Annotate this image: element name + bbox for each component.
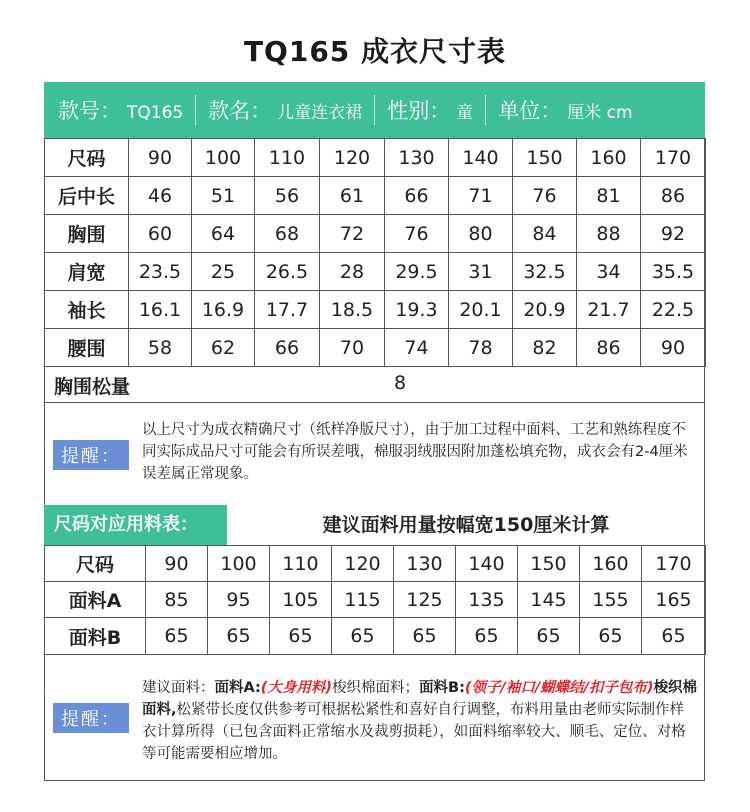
value-cell: 65 xyxy=(456,618,518,655)
value-cell: 60 xyxy=(129,215,192,253)
value-cell: 76 xyxy=(385,215,449,253)
size-header-cell: 150 xyxy=(513,139,577,177)
table-row xyxy=(45,215,706,253)
value-cell: 16.1 xyxy=(129,291,192,329)
row-label-cell: 面料B xyxy=(45,618,146,655)
value-cell: 86 xyxy=(577,329,641,367)
reminder-badge: 提醒： xyxy=(53,440,129,470)
suggest-label: 建议面料： xyxy=(142,680,215,696)
value-cell: 76 xyxy=(513,177,577,215)
table-row xyxy=(45,253,706,291)
size-header-cell: 170 xyxy=(641,139,706,177)
fabric-reminder-text xyxy=(142,677,698,765)
value-cell: 85 xyxy=(146,582,208,618)
value-cell: 65 xyxy=(208,618,270,655)
value-cell: 65 xyxy=(642,618,706,655)
info-divider xyxy=(485,95,486,125)
row-label-cell: 腰围 xyxy=(45,329,129,367)
value-cell: 71 xyxy=(449,177,513,215)
table-row xyxy=(45,582,706,618)
size-header-cell: 120 xyxy=(332,546,394,582)
value-cell: 80 xyxy=(449,215,513,253)
fabric-usage-header xyxy=(44,505,705,545)
chest-ease-value: 8 xyxy=(394,372,407,394)
style-no-key: 款号： xyxy=(58,99,121,123)
size-header-cell: 130 xyxy=(385,139,449,177)
value-cell: 86 xyxy=(641,177,706,215)
size-header-cell: 160 xyxy=(580,546,642,582)
value-cell: 125 xyxy=(394,582,456,618)
value-cell: 34 xyxy=(577,253,641,291)
unit xyxy=(498,95,632,125)
header-label-cell: 尺码 xyxy=(45,546,146,582)
value-cell: 72 xyxy=(320,215,385,253)
value-cell: 56 xyxy=(255,177,320,215)
fabric-b-label: 面料B: xyxy=(419,680,465,696)
value-cell: 62 xyxy=(192,329,255,367)
fabric-b-usage: (领子/袖口/蝴蝶结/扣子包布) xyxy=(464,680,654,696)
value-cell: 81 xyxy=(577,177,641,215)
value-cell: 68 xyxy=(255,215,320,253)
value-cell: 84 xyxy=(513,215,577,253)
fabric-usage-table xyxy=(44,545,706,655)
info-divider xyxy=(195,95,196,125)
value-cell: 65 xyxy=(580,618,642,655)
chest-ease-label: 胸围松量 xyxy=(54,376,131,398)
value-cell: 23.5 xyxy=(129,253,192,291)
fabric-reminder-badge: 提醒： xyxy=(53,703,129,733)
fabric-note-body: 松紧带长度仅供参考可根据松紧性和喜好自行调整，布料用量由老师实际制作样衣计算所得（已包含面料正常缩水及裁剪损耗），如面料缩率较大、顺毛、定位、对格等可能需要相应增加。 xyxy=(142,702,686,762)
info-divider xyxy=(374,95,375,125)
value-cell: 26.5 xyxy=(255,253,320,291)
value-cell: 66 xyxy=(255,329,320,367)
value-cell: 17.7 xyxy=(255,291,320,329)
size-header-cell: 160 xyxy=(577,139,641,177)
value-cell: 65 xyxy=(332,618,394,655)
value-cell: 21.7 xyxy=(577,291,641,329)
fabric-width-note: 建议面料用量按幅宽150厘米计算 xyxy=(322,514,610,536)
value-cell: 18.5 xyxy=(320,291,385,329)
size-header-cell: 150 xyxy=(518,546,580,582)
style-name-key: 款名： xyxy=(208,99,272,123)
fabric-usage-tag: 尺码对应用料表： xyxy=(44,505,227,545)
row-label-cell: 面料A xyxy=(45,582,146,618)
fabric-reminder-block xyxy=(44,655,705,781)
value-cell: 19.3 xyxy=(385,291,449,329)
value-cell: 145 xyxy=(518,582,580,618)
value-cell: 22.5 xyxy=(641,291,706,329)
value-cell: 70 xyxy=(320,329,385,367)
value-cell: 64 xyxy=(192,215,255,253)
table-row xyxy=(45,291,706,329)
value-cell: 61 xyxy=(320,177,385,215)
value-cell: 165 xyxy=(642,582,706,618)
gender-key: 性别： xyxy=(387,99,451,123)
size-header-cell: 100 xyxy=(192,139,255,177)
style-name-value: 儿童连衣裙 xyxy=(277,103,363,123)
value-cell: 16.9 xyxy=(192,291,255,329)
value-cell: 105 xyxy=(270,582,332,618)
value-cell: 20.9 xyxy=(513,291,577,329)
value-cell: 25 xyxy=(192,253,255,291)
size-header-cell: 110 xyxy=(255,139,320,177)
table-row xyxy=(45,618,706,655)
header-row xyxy=(45,139,706,177)
info-bar xyxy=(44,82,705,138)
value-cell: 135 xyxy=(456,582,518,618)
value-cell: 46 xyxy=(129,177,192,215)
size-header-cell: 90 xyxy=(129,139,192,177)
header-row xyxy=(45,546,706,582)
size-table xyxy=(44,138,706,367)
value-cell: 78 xyxy=(449,329,513,367)
value-cell: 29.5 xyxy=(385,253,449,291)
unit-value: 厘米 cm xyxy=(567,103,633,123)
value-cell: 32.5 xyxy=(513,253,577,291)
size-header-cell: 90 xyxy=(146,546,208,582)
fabric-a-usage: (大身用料) xyxy=(260,680,333,696)
header-label-cell: 尺码 xyxy=(45,139,129,177)
row-label-cell: 肩宽 xyxy=(45,253,129,291)
chest-ease-row xyxy=(44,365,705,403)
reminder-text: 以上尺寸为成衣精确尺寸（纸样净版尺寸），由于加工过程中面料、工艺和熟练程度不同实际成品尺寸可能会有所误差哦，棉服羽绒服因附加蓬松填充物，成衣会有2-4厘米误差属正常现象。 xyxy=(142,422,688,482)
size-header-cell: 100 xyxy=(208,546,270,582)
value-cell: 65 xyxy=(394,618,456,655)
value-cell: 20.1 xyxy=(449,291,513,329)
value-cell: 51 xyxy=(192,177,255,215)
value-cell: 65 xyxy=(518,618,580,655)
style-no-value: TQ165 xyxy=(127,103,184,123)
size-header-cell: 120 xyxy=(320,139,385,177)
size-header-cell: 130 xyxy=(394,546,456,582)
value-cell: 65 xyxy=(146,618,208,655)
gender-value: 童 xyxy=(456,103,474,123)
value-cell: 66 xyxy=(385,177,449,215)
page-title: TQ165 成衣尺寸表 xyxy=(243,35,507,68)
value-cell: 115 xyxy=(332,582,394,618)
value-cell: 155 xyxy=(580,582,642,618)
value-cell: 35.5 xyxy=(641,253,706,291)
table-row xyxy=(45,329,706,367)
table-row xyxy=(45,177,706,215)
value-cell: 74 xyxy=(385,329,449,367)
value-cell: 88 xyxy=(577,215,641,253)
row-label-cell: 胸围 xyxy=(45,215,129,253)
reminder-block xyxy=(44,403,705,497)
size-header-cell: 140 xyxy=(456,546,518,582)
fabric-a-label: 面料A: xyxy=(214,680,261,696)
style-name xyxy=(208,95,362,125)
style-no xyxy=(58,95,183,125)
gender xyxy=(387,95,473,125)
fabric-b-material: 梭织棉面料, xyxy=(142,680,698,718)
value-cell: 92 xyxy=(641,215,706,253)
size-header-cell: 140 xyxy=(449,139,513,177)
value-cell: 90 xyxy=(641,329,706,367)
size-header-cell: 170 xyxy=(642,546,706,582)
row-label-cell: 袖长 xyxy=(45,291,129,329)
size-header-cell: 110 xyxy=(270,546,332,582)
row-label-cell: 后中长 xyxy=(45,177,129,215)
value-cell: 31 xyxy=(449,253,513,291)
fabric-a-material: 梭织棉面料； xyxy=(332,680,420,696)
unit-key: 单位： xyxy=(498,99,562,123)
value-cell: 58 xyxy=(129,329,192,367)
value-cell: 28 xyxy=(320,253,385,291)
value-cell: 65 xyxy=(270,618,332,655)
value-cell: 82 xyxy=(513,329,577,367)
value-cell: 95 xyxy=(208,582,270,618)
